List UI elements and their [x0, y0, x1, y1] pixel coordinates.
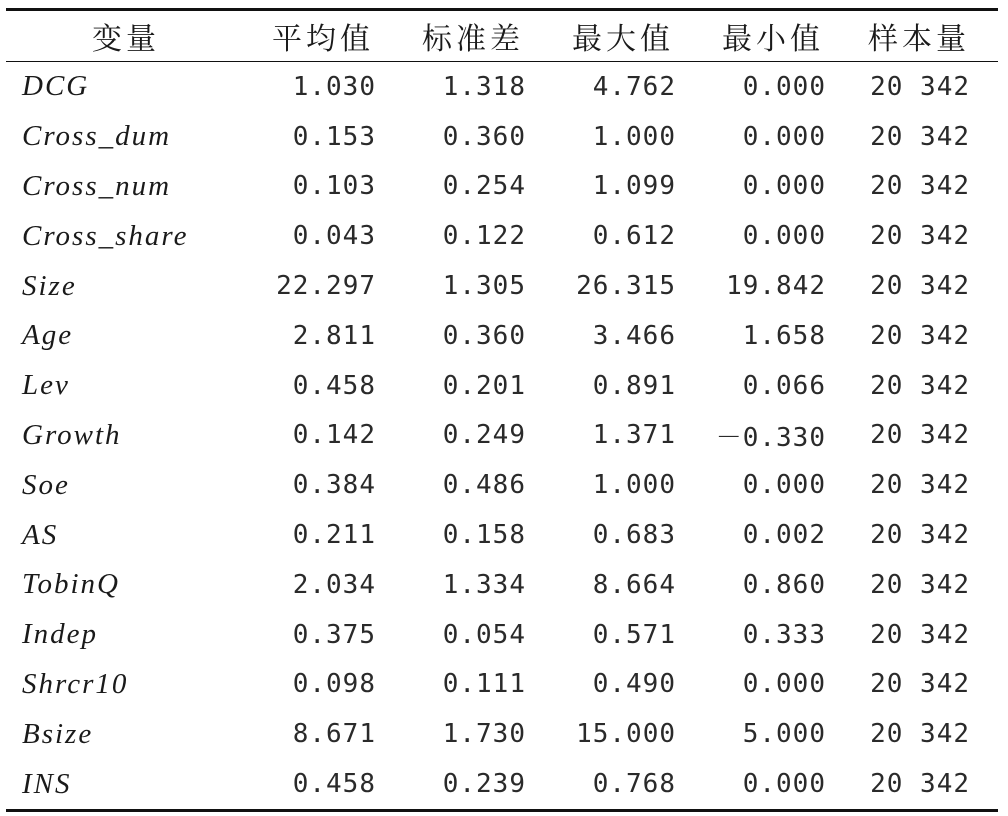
max-value: 1.099	[592, 171, 676, 202]
n-value: 20 342	[870, 221, 970, 252]
table-row	[6, 610, 998, 660]
max-value: 1.371	[592, 420, 676, 451]
sd-value: 0.122	[442, 221, 526, 252]
mean-value: 8.671	[292, 719, 376, 750]
table-row	[6, 211, 998, 261]
variable-name: Size	[22, 269, 77, 302]
table-row	[6, 361, 998, 411]
header-n: 样本量	[868, 22, 970, 57]
n-value: 20 342	[870, 619, 970, 650]
max-value: 1.000	[592, 121, 676, 152]
min-value: 0.002	[742, 520, 826, 551]
max-value: 0.490	[592, 669, 676, 700]
sd-value: 1.318	[442, 71, 526, 102]
header-mean: 平均值	[272, 22, 374, 57]
mean-value: 0.458	[292, 769, 376, 800]
n-value: 20 342	[870, 320, 970, 351]
n-value: 20 342	[870, 569, 970, 600]
variable-name: Cross_share	[22, 219, 189, 252]
n-value: 20 342	[870, 370, 970, 401]
table-row	[6, 709, 998, 759]
variable-name: Indep	[22, 618, 99, 651]
table-body	[6, 62, 998, 809]
max-value: 0.683	[592, 520, 676, 551]
n-value: 20 342	[870, 71, 970, 102]
min-value: 0.000	[742, 470, 826, 501]
n-value: 20 342	[870, 520, 970, 551]
max-value: 0.612	[592, 221, 676, 252]
min-value: 0.000	[742, 121, 826, 152]
header-row	[6, 11, 998, 61]
max-value: 26.315	[576, 271, 676, 302]
max-value: 4.762	[592, 71, 676, 102]
mean-value: 1.030	[292, 71, 376, 102]
n-value: 20 342	[870, 420, 970, 451]
mean-value: 0.142	[292, 420, 376, 451]
min-value: 0.000	[742, 71, 826, 102]
mean-value: 22.297	[276, 271, 376, 302]
mean-value: 0.043	[292, 221, 376, 252]
min-value: 5.000	[742, 719, 826, 750]
variable-name: Soe	[22, 468, 70, 501]
max-value: 0.768	[592, 769, 676, 800]
table-row	[6, 311, 998, 361]
min-value: 1.658	[742, 320, 826, 351]
n-value: 20 342	[870, 121, 970, 152]
variable-name: Cross_num	[22, 169, 172, 202]
variable-name: DCG	[22, 70, 90, 103]
sd-value: 1.334	[442, 569, 526, 600]
sd-value: 0.360	[442, 320, 526, 351]
variable-name: Shrcr10	[22, 667, 129, 700]
sd-value: 0.111	[442, 669, 526, 700]
min-value: 0.860	[742, 569, 826, 600]
table-row	[6, 660, 998, 710]
table-row	[6, 411, 998, 461]
header-variable: 变量	[92, 22, 160, 57]
min-value: 0.066	[742, 370, 826, 401]
max-value: 8.664	[592, 569, 676, 600]
sd-value: 0.486	[442, 470, 526, 501]
header-min: 最小值	[722, 22, 824, 57]
n-value: 20 342	[870, 769, 970, 800]
variable-name: Bsize	[22, 717, 94, 750]
sd-value: 0.201	[442, 370, 526, 401]
mean-value: 0.384	[292, 470, 376, 501]
max-value: 3.466	[592, 320, 676, 351]
variable-name: Cross_dum	[22, 120, 172, 153]
descriptive-statistics-table	[6, 8, 998, 812]
mean-value: 0.153	[292, 121, 376, 152]
min-value: 0.333	[742, 619, 826, 650]
table-row	[6, 560, 998, 610]
bottom-rule	[6, 809, 998, 812]
n-value: 20 342	[870, 271, 970, 302]
variable-name: AS	[22, 518, 59, 551]
sd-value: 0.239	[442, 769, 526, 800]
min-value: －0.330	[715, 422, 826, 453]
sd-value: 0.249	[442, 420, 526, 451]
min-value: 0.000	[742, 221, 826, 252]
table-row	[6, 112, 998, 162]
sd-value: 1.305	[442, 271, 526, 302]
table-row	[6, 759, 998, 809]
sd-value: 1.730	[442, 719, 526, 750]
table-row	[6, 510, 998, 560]
n-value: 20 342	[870, 669, 970, 700]
min-value: 19.842	[726, 271, 826, 302]
sd-value: 0.254	[442, 171, 526, 202]
variable-name: Age	[22, 319, 74, 352]
variable-name: TobinQ	[22, 568, 120, 601]
mean-value: 0.211	[292, 520, 376, 551]
table-row	[6, 62, 998, 112]
max-value: 0.571	[592, 619, 676, 650]
max-value: 1.000	[592, 470, 676, 501]
table-row	[6, 162, 998, 212]
n-value: 20 342	[870, 470, 970, 501]
variable-name: Growth	[22, 418, 122, 451]
variable-name: INS	[22, 767, 72, 800]
table-row	[6, 460, 998, 510]
mean-value: 2.034	[292, 569, 376, 600]
mean-value: 0.103	[292, 171, 376, 202]
sd-value: 0.158	[442, 520, 526, 551]
mean-value: 0.458	[292, 370, 376, 401]
mean-value: 2.811	[292, 320, 376, 351]
max-value: 0.891	[592, 370, 676, 401]
mean-value: 0.375	[292, 619, 376, 650]
min-value: 0.000	[742, 171, 826, 202]
max-value: 15.000	[576, 719, 676, 750]
sd-value: 0.054	[442, 619, 526, 650]
min-value: 0.000	[742, 769, 826, 800]
min-value: 0.000	[742, 669, 826, 700]
variable-name: Lev	[22, 369, 70, 402]
n-value: 20 342	[870, 719, 970, 750]
sd-value: 0.360	[442, 121, 526, 152]
mean-value: 0.098	[292, 669, 376, 700]
table-row	[6, 261, 998, 311]
header-max: 最大值	[572, 22, 674, 57]
n-value: 20 342	[870, 171, 970, 202]
header-sd: 标准差	[422, 22, 524, 57]
